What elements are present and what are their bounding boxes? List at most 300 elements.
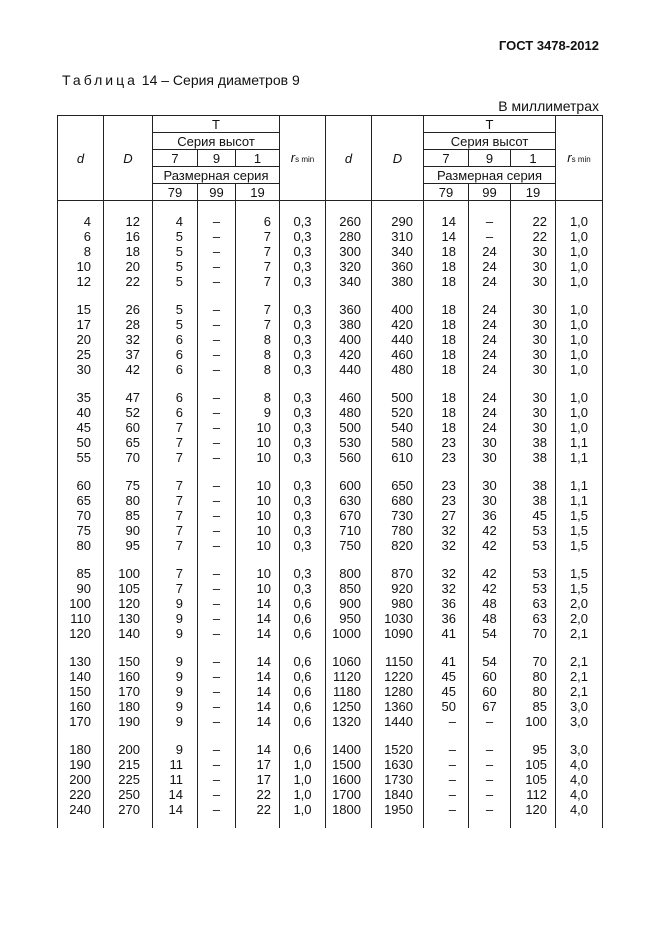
- table-cell: 225: [104, 772, 153, 787]
- table-cell: 10: [236, 420, 280, 435]
- table-cell: 7: [153, 450, 198, 465]
- table-cell: 7: [236, 229, 280, 244]
- table-row: [58, 699, 603, 714]
- table-cell: 4,0: [556, 802, 603, 817]
- table-cell: 7: [153, 435, 198, 450]
- table-cell: 4,0: [556, 757, 603, 772]
- table-cell: 10: [236, 523, 280, 538]
- col-r-header: rs min: [280, 116, 326, 201]
- table-cell: –: [198, 214, 236, 229]
- spacer-cell: [280, 201, 326, 215]
- table-cell: 130: [104, 611, 153, 626]
- spacer-cell: [198, 553, 236, 566]
- table-cell: 30: [469, 478, 511, 493]
- table-cell: 4: [153, 214, 198, 229]
- table-cell: 7: [236, 244, 280, 259]
- table-cell: 1,1: [556, 478, 603, 493]
- table-cell: 24: [469, 332, 511, 347]
- table-cell: 85: [58, 566, 104, 581]
- table-cell: 63: [511, 596, 556, 611]
- table-cell: 0,3: [280, 493, 326, 508]
- table-cell: 42: [469, 538, 511, 553]
- spacer-cell: [198, 289, 236, 302]
- table-cell: –: [198, 757, 236, 772]
- table-cell: 480: [372, 362, 424, 377]
- table-cell: 160: [58, 699, 104, 714]
- table-cell: 300: [326, 244, 372, 259]
- spacer-cell: [556, 817, 603, 828]
- table-cell: –: [198, 332, 236, 347]
- table-cell: 8: [236, 332, 280, 347]
- table-cell: 30: [511, 317, 556, 332]
- table-cell: 30: [511, 259, 556, 274]
- table-cell: 17: [236, 757, 280, 772]
- row-spacer: [58, 465, 603, 478]
- table-cell: 30: [511, 420, 556, 435]
- table-cell: 45: [511, 508, 556, 523]
- table-cell: 80: [511, 669, 556, 684]
- table-cell: 24: [469, 390, 511, 405]
- table-cell: 37: [104, 347, 153, 362]
- table-cell: 42: [469, 566, 511, 581]
- table-cell: 340: [326, 274, 372, 289]
- table-cell: 0,3: [280, 566, 326, 581]
- table-cell: 38: [511, 450, 556, 465]
- table-cell: 5: [153, 317, 198, 332]
- table-cell: 36: [424, 611, 469, 626]
- spacer-cell: [469, 465, 511, 478]
- table-cell: 1,0: [280, 772, 326, 787]
- table-cell: 7: [153, 566, 198, 581]
- table-cell: 0,3: [280, 478, 326, 493]
- table-cell: 1,0: [556, 405, 603, 420]
- table-row: [58, 684, 603, 699]
- table-cell: 0,6: [280, 611, 326, 626]
- spacer-cell: [153, 289, 198, 302]
- spacer-cell: [58, 553, 104, 566]
- table-cell: 1090: [372, 626, 424, 641]
- spacer-cell: [469, 553, 511, 566]
- table-cell: 5: [153, 274, 198, 289]
- spacer-cell: [236, 289, 280, 302]
- table-cell: –: [198, 317, 236, 332]
- table-cell: 9: [153, 714, 198, 729]
- size-99-header-2: 99: [469, 184, 511, 201]
- table-row: [58, 244, 603, 259]
- table-cell: 1630: [372, 757, 424, 772]
- table-cell: –: [198, 581, 236, 596]
- table-cell: 9: [236, 405, 280, 420]
- table-cell: 32: [424, 581, 469, 596]
- table-row: [58, 259, 603, 274]
- table-cell: 5: [153, 229, 198, 244]
- table-cell: 1,0: [556, 274, 603, 289]
- table-cell: 22: [104, 274, 153, 289]
- table-cell: –: [198, 772, 236, 787]
- table-row: [58, 508, 603, 523]
- table-cell: 18: [104, 244, 153, 259]
- table-cell: 7: [153, 493, 198, 508]
- table-cell: 850: [326, 581, 372, 596]
- spacer-cell: [198, 465, 236, 478]
- table-cell: 6: [58, 229, 104, 244]
- table-cell: 1,0: [556, 317, 603, 332]
- table-cell: –: [198, 274, 236, 289]
- table-cell: 8: [58, 244, 104, 259]
- spacer-cell: [326, 817, 372, 828]
- table-cell: 42: [469, 523, 511, 538]
- table-cell: 710: [326, 523, 372, 538]
- table-row: [58, 478, 603, 493]
- table-cell: 9: [153, 626, 198, 641]
- table-cell: 600: [326, 478, 372, 493]
- table-cell: 90: [104, 523, 153, 538]
- height-1-header-2: 1: [511, 150, 556, 167]
- table-cell: 1440: [372, 714, 424, 729]
- table-cell: 650: [372, 478, 424, 493]
- table-cell: 1,0: [556, 362, 603, 377]
- spacer-cell: [424, 465, 469, 478]
- table-cell: 14: [236, 669, 280, 684]
- table-cell: 200: [58, 772, 104, 787]
- table-cell: –: [198, 684, 236, 699]
- table-row: [58, 332, 603, 347]
- table-cell: 30: [511, 302, 556, 317]
- spacer-cell: [511, 465, 556, 478]
- table-cell: –: [198, 566, 236, 581]
- table-cell: 60: [104, 420, 153, 435]
- table-cell: 1700: [326, 787, 372, 802]
- table-cell: 980: [372, 596, 424, 611]
- table-row: [58, 302, 603, 317]
- table-cell: 0,3: [280, 274, 326, 289]
- spacer-cell: [153, 817, 198, 828]
- table-cell: 24: [469, 274, 511, 289]
- table-cell: 6: [153, 390, 198, 405]
- table-row: [58, 538, 603, 553]
- table-cell: 0,3: [280, 332, 326, 347]
- spacer-cell: [556, 641, 603, 654]
- table-cell: 730: [372, 508, 424, 523]
- table-cell: 32: [104, 332, 153, 347]
- standard-code: ГОСТ 3478-2012: [498, 38, 599, 53]
- spacer-cell: [326, 289, 372, 302]
- spacer-cell: [424, 201, 469, 215]
- table-caption-label: Таблица: [62, 72, 138, 88]
- table-cell: 30: [511, 274, 556, 289]
- table-cell: 340: [372, 244, 424, 259]
- table-cell: –: [198, 626, 236, 641]
- table-row: [58, 405, 603, 420]
- table-cell: –: [198, 787, 236, 802]
- table-cell: 0,6: [280, 654, 326, 669]
- table-cell: 63: [511, 611, 556, 626]
- table-cell: 30: [511, 362, 556, 377]
- table-cell: 1,1: [556, 435, 603, 450]
- table-cell: 150: [58, 684, 104, 699]
- table-cell: 10: [236, 478, 280, 493]
- table-cell: 5: [153, 302, 198, 317]
- table-cell: 52: [104, 405, 153, 420]
- table-cell: 780: [372, 523, 424, 538]
- table-row: [58, 523, 603, 538]
- table-row: [58, 229, 603, 244]
- spacer-cell: [153, 377, 198, 390]
- table-cell: 0,6: [280, 626, 326, 641]
- table-cell: 85: [511, 699, 556, 714]
- table-cell: 30: [511, 332, 556, 347]
- table-cell: 920: [372, 581, 424, 596]
- table-cell: –: [198, 390, 236, 405]
- table-cell: 170: [58, 714, 104, 729]
- table-cell: 0,3: [280, 523, 326, 538]
- table-cell: 215: [104, 757, 153, 772]
- table-cell: 53: [511, 581, 556, 596]
- table-cell: 0,3: [280, 362, 326, 377]
- spacer-cell: [280, 465, 326, 478]
- table-cell: –: [198, 478, 236, 493]
- table-cell: 7: [153, 508, 198, 523]
- table-cell: 670: [326, 508, 372, 523]
- table-cell: 10: [236, 435, 280, 450]
- table-cell: 7: [153, 478, 198, 493]
- table-cell: 270: [104, 802, 153, 817]
- table-cell: 12: [104, 214, 153, 229]
- table-cell: 53: [511, 523, 556, 538]
- table-cell: –: [198, 347, 236, 362]
- table-cell: 54: [469, 626, 511, 641]
- table-cell: 190: [104, 714, 153, 729]
- height-7-header: 7: [153, 150, 198, 167]
- table-cell: 50: [424, 699, 469, 714]
- row-spacer: [58, 729, 603, 742]
- row-spacer: [58, 553, 603, 566]
- table-cell: 95: [104, 538, 153, 553]
- table-cell: 1400: [326, 742, 372, 757]
- spacer-cell: [236, 465, 280, 478]
- spacer-cell: [326, 553, 372, 566]
- spacer-cell: [280, 729, 326, 742]
- table-cell: –: [198, 669, 236, 684]
- table-cell: –: [198, 508, 236, 523]
- table-cell: 65: [58, 493, 104, 508]
- spacer-cell: [104, 289, 153, 302]
- size-79-header: 79: [153, 184, 198, 201]
- table-cell: 0,6: [280, 699, 326, 714]
- spacer-cell: [153, 729, 198, 742]
- table-cell: 10: [236, 508, 280, 523]
- spacer-cell: [104, 465, 153, 478]
- table-row: [58, 362, 603, 377]
- table-cell: 24: [469, 347, 511, 362]
- table-cell: 380: [326, 317, 372, 332]
- spacer-cell: [511, 817, 556, 828]
- table-cell: –: [198, 244, 236, 259]
- table-cell: 9: [153, 611, 198, 626]
- height-9-header-2: 9: [469, 150, 511, 167]
- table-cell: 30: [511, 390, 556, 405]
- table-cell: 0,3: [280, 214, 326, 229]
- table-cell: 0,3: [280, 581, 326, 596]
- table-cell: 60: [58, 478, 104, 493]
- spacer-cell: [556, 465, 603, 478]
- table-cell: 22: [511, 229, 556, 244]
- table-cell: 610: [372, 450, 424, 465]
- table-cell: 400: [326, 332, 372, 347]
- spacer-cell: [104, 377, 153, 390]
- table-cell: 30: [511, 347, 556, 362]
- spacer-cell: [326, 201, 372, 215]
- table-cell: 540: [372, 420, 424, 435]
- table-cell: 27: [424, 508, 469, 523]
- table-cell: 1,0: [556, 390, 603, 405]
- table-cell: 7: [153, 538, 198, 553]
- table-cell: 0,3: [280, 259, 326, 274]
- table-cell: 180: [104, 699, 153, 714]
- table-row: [58, 626, 603, 641]
- spacer-cell: [153, 641, 198, 654]
- table-cell: 290: [372, 214, 424, 229]
- table-cell: 310: [372, 229, 424, 244]
- spacer-cell: [511, 641, 556, 654]
- table-cell: 0,3: [280, 302, 326, 317]
- table-cell: 140: [58, 669, 104, 684]
- table-cell: 26: [104, 302, 153, 317]
- table-cell: 18: [424, 244, 469, 259]
- table-cell: 50: [58, 435, 104, 450]
- spacer-cell: [556, 289, 603, 302]
- spacer-cell: [58, 465, 104, 478]
- table-cell: 200: [104, 742, 153, 757]
- spacer-cell: [236, 729, 280, 742]
- table-cell: 500: [326, 420, 372, 435]
- table-cell: 54: [469, 654, 511, 669]
- table-cell: 1,0: [280, 787, 326, 802]
- spacer-cell: [511, 201, 556, 215]
- table-cell: 11: [153, 772, 198, 787]
- table-cell: –: [198, 742, 236, 757]
- table-cell: 14: [236, 714, 280, 729]
- size-99-header: 99: [198, 184, 236, 201]
- table-cell: 1,5: [556, 581, 603, 596]
- table-cell: 17: [236, 772, 280, 787]
- spacer-cell: [198, 377, 236, 390]
- table-cell: 41: [424, 654, 469, 669]
- table-row: [58, 274, 603, 289]
- table-cell: 11: [153, 757, 198, 772]
- table-cell: 4,0: [556, 772, 603, 787]
- table-cell: –: [424, 757, 469, 772]
- spacer-cell: [58, 641, 104, 654]
- table-cell: 1,0: [556, 420, 603, 435]
- table-cell: –: [469, 714, 511, 729]
- table-cell: 14: [153, 787, 198, 802]
- table-row: [58, 450, 603, 465]
- table-cell: 1,1: [556, 450, 603, 465]
- table-cell: 100: [511, 714, 556, 729]
- table-cell: 530: [326, 435, 372, 450]
- spacer-cell: [198, 729, 236, 742]
- table-cell: 9: [153, 742, 198, 757]
- col-D-header: D: [104, 116, 153, 201]
- table-cell: 180: [58, 742, 104, 757]
- spacer-cell: [58, 729, 104, 742]
- table-cell: 18: [424, 390, 469, 405]
- table-cell: 1,5: [556, 566, 603, 581]
- table-row: [58, 435, 603, 450]
- table-cell: 24: [469, 259, 511, 274]
- table-cell: 120: [104, 596, 153, 611]
- table-cell: 420: [372, 317, 424, 332]
- table-cell: –: [198, 493, 236, 508]
- spacer-cell: [511, 553, 556, 566]
- spacer-cell: [280, 289, 326, 302]
- table-cell: 16: [104, 229, 153, 244]
- table-cell: 28: [104, 317, 153, 332]
- row-spacer: [58, 289, 603, 302]
- table-cell: 460: [372, 347, 424, 362]
- table-cell: 25: [58, 347, 104, 362]
- row-spacer: [58, 377, 603, 390]
- spacer-cell: [236, 377, 280, 390]
- spacer-cell: [556, 201, 603, 215]
- table-cell: 1320: [326, 714, 372, 729]
- table-cell: 10: [236, 538, 280, 553]
- table-cell: 0,3: [280, 508, 326, 523]
- table-cell: 1,0: [556, 332, 603, 347]
- table-cell: 5: [153, 244, 198, 259]
- table-cell: 1,0: [556, 229, 603, 244]
- table-cell: 24: [469, 420, 511, 435]
- table-cell: 0,3: [280, 390, 326, 405]
- table-cell: 360: [372, 259, 424, 274]
- table-cell: –: [424, 802, 469, 817]
- spacer-cell: [424, 729, 469, 742]
- table-cell: 1,0: [556, 244, 603, 259]
- table-cell: 14: [236, 611, 280, 626]
- table-cell: 95: [511, 742, 556, 757]
- table-cell: 4,0: [556, 787, 603, 802]
- table-cell: 14: [236, 626, 280, 641]
- table-row: [58, 772, 603, 787]
- table-cell: –: [424, 714, 469, 729]
- table-row: [58, 493, 603, 508]
- table-cell: –: [198, 596, 236, 611]
- table-cell: 2,1: [556, 626, 603, 641]
- col-T-header-2: T: [424, 116, 556, 133]
- table-cell: 6: [236, 214, 280, 229]
- table-cell: 53: [511, 566, 556, 581]
- table-cell: 36: [424, 596, 469, 611]
- spacer-cell: [511, 729, 556, 742]
- table-cell: 4: [58, 214, 104, 229]
- spacer-cell: [556, 729, 603, 742]
- col-d-header: d: [58, 116, 104, 201]
- table-cell: 100: [104, 566, 153, 581]
- table-cell: 5: [153, 259, 198, 274]
- table-cell: 45: [424, 684, 469, 699]
- spacer-cell: [424, 553, 469, 566]
- spacer-cell: [372, 817, 424, 828]
- table-header: [58, 116, 603, 201]
- table-cell: 380: [372, 274, 424, 289]
- table-cell: 22: [236, 802, 280, 817]
- table-cell: 0,3: [280, 244, 326, 259]
- table-cell: 65: [104, 435, 153, 450]
- spacer-cell: [372, 641, 424, 654]
- table-cell: 23: [424, 450, 469, 465]
- table-cell: 150: [104, 654, 153, 669]
